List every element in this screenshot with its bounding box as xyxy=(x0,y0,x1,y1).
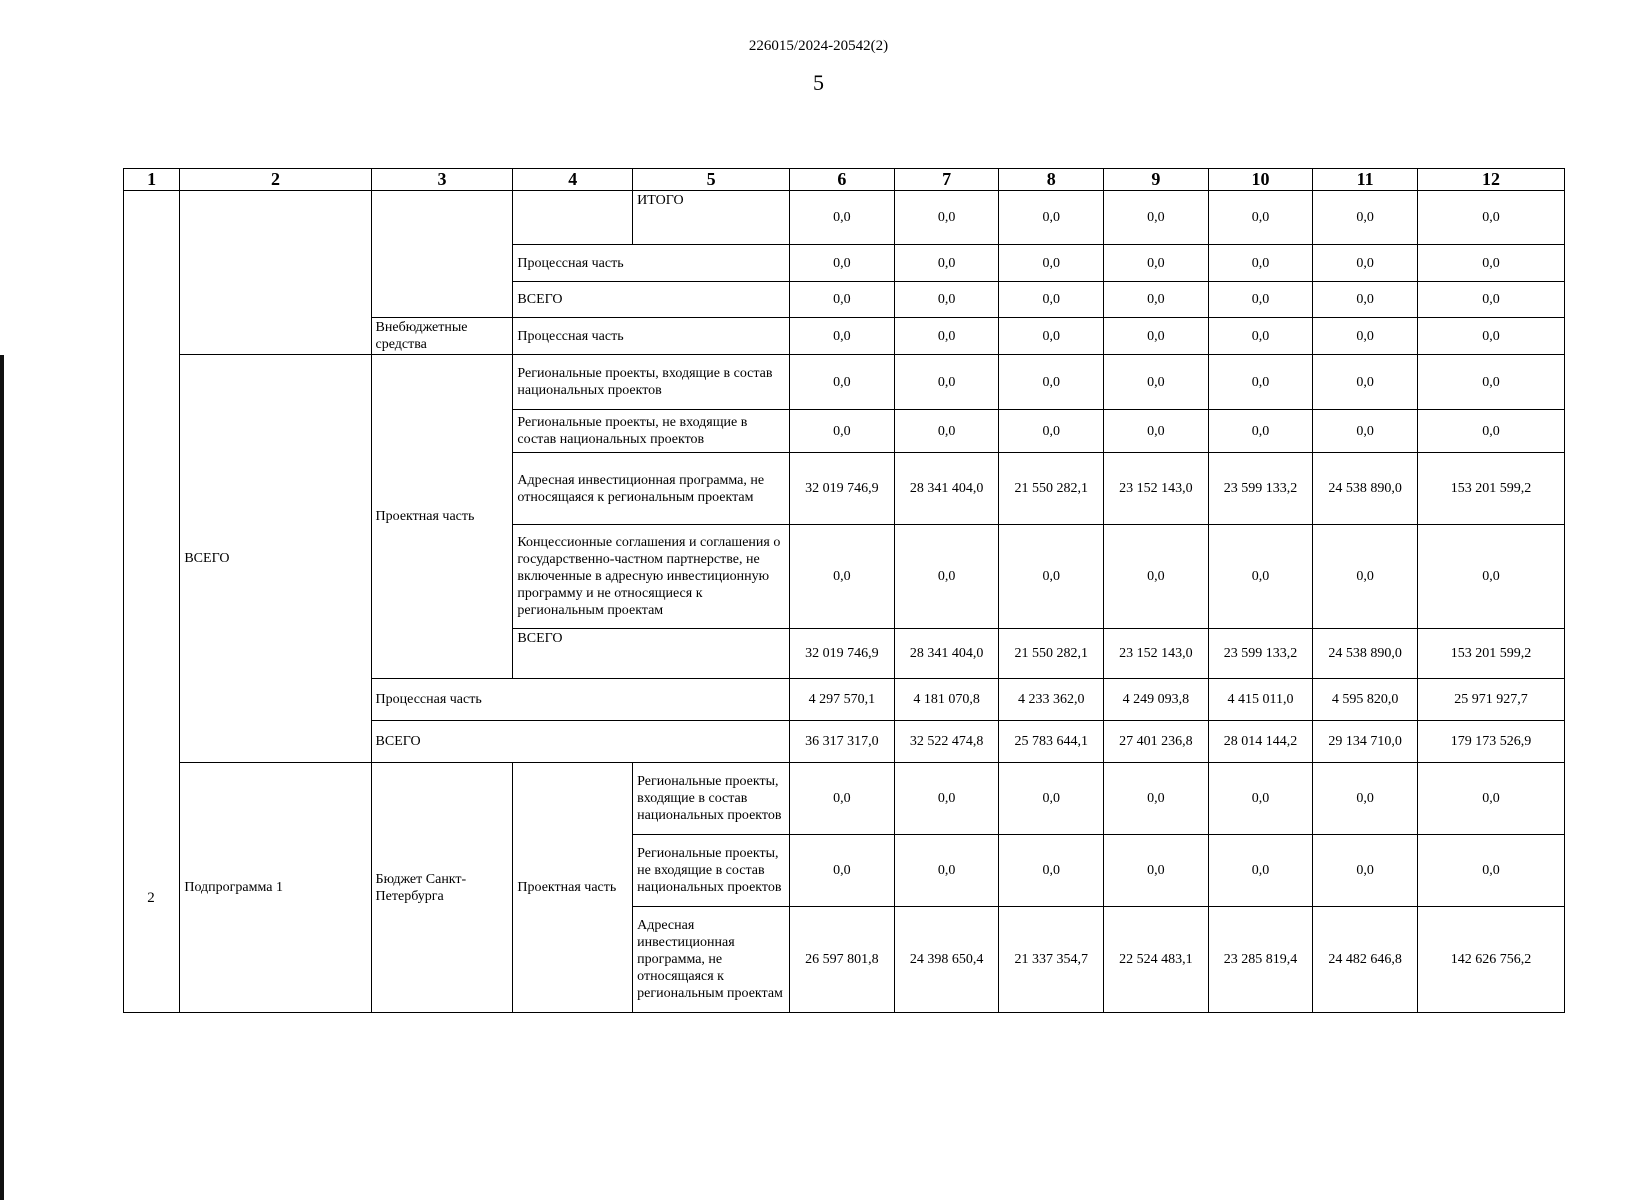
row-label: Концессионные соглашения и соглашения о государственно-частном партнерстве, не включенные в адресную инвестиционную программу и не относящиеся к региональным проектам xyxy=(513,525,790,629)
value-cell: 0,0 xyxy=(1313,835,1418,907)
document-id: 226015/2024-20542(2) xyxy=(748,38,889,54)
value-cell: 0,0 xyxy=(1208,318,1313,355)
page-number: 5 xyxy=(813,70,824,95)
value-cell: 0,0 xyxy=(790,245,895,282)
value-cell: 0,0 xyxy=(999,191,1104,245)
value-cell: 0,0 xyxy=(1417,245,1564,282)
row-label: Адресная инвестиционная программа, не относящаяся к региональным проектам xyxy=(633,907,790,1013)
row-label: ВСЕГО xyxy=(513,282,790,318)
table-row xyxy=(124,191,1565,245)
table-row xyxy=(124,763,1565,835)
value-cell: 0,0 xyxy=(894,410,999,453)
source-label: Бюджет Санкт-Петербурга xyxy=(371,763,513,1013)
value-cell: 21 337 354,7 xyxy=(999,907,1104,1013)
empty-cell xyxy=(371,191,513,318)
value-cell: 0,0 xyxy=(1104,763,1209,835)
row-label: ИТОГО xyxy=(633,191,790,245)
column-header: 7 xyxy=(894,169,999,191)
value-cell: 23 599 133,2 xyxy=(1208,453,1313,525)
value-cell: 0,0 xyxy=(894,282,999,318)
column-number-row xyxy=(124,169,1565,191)
row-label: Региональные проекты, входящие в состав национальных проектов xyxy=(633,763,790,835)
value-cell: 0,0 xyxy=(1417,835,1564,907)
value-cell: 4 249 093,8 xyxy=(1104,679,1209,721)
value-cell: 0,0 xyxy=(1208,191,1313,245)
value-cell: 0,0 xyxy=(1417,410,1564,453)
value-cell: 0,0 xyxy=(999,355,1104,410)
value-cell: 21 550 282,1 xyxy=(999,453,1104,525)
row-number: 2 xyxy=(147,890,155,906)
value-cell: 0,0 xyxy=(1104,282,1209,318)
value-cell: 27 401 236,8 xyxy=(1104,721,1209,763)
value-cell: 0,0 xyxy=(1313,245,1418,282)
column-header: 2 xyxy=(180,169,371,191)
row-label: Региональные проекты, не входящие в состав национальных проектов xyxy=(513,410,790,453)
value-cell: 0,0 xyxy=(894,525,999,629)
value-cell: 0,0 xyxy=(894,191,999,245)
value-cell: 36 317 317,0 xyxy=(790,721,895,763)
value-cell: 0,0 xyxy=(1208,245,1313,282)
value-cell: 0,0 xyxy=(1313,282,1418,318)
value-cell: 0,0 xyxy=(790,763,895,835)
value-cell: 28 014 144,2 xyxy=(1208,721,1313,763)
value-cell: 21 550 282,1 xyxy=(999,629,1104,679)
value-cell: 0,0 xyxy=(1417,525,1564,629)
financing-table xyxy=(123,168,1565,1013)
source-label: Внебюджетные средства xyxy=(371,318,513,355)
value-cell: 0,0 xyxy=(1313,410,1418,453)
row-label: ВСЕГО xyxy=(371,721,790,763)
column-header: 5 xyxy=(633,169,790,191)
column-header: 9 xyxy=(1104,169,1209,191)
value-cell: 24 482 646,8 xyxy=(1313,907,1418,1013)
row-label: Процессная часть xyxy=(371,679,790,721)
value-cell: 0,0 xyxy=(1208,410,1313,453)
value-cell: 0,0 xyxy=(894,245,999,282)
value-cell: 0,0 xyxy=(1313,355,1418,410)
part-label: Проектная часть xyxy=(513,763,633,1013)
value-cell: 23 285 819,4 xyxy=(1208,907,1313,1013)
value-cell: 4 297 570,1 xyxy=(790,679,895,721)
value-cell: 4 595 820,0 xyxy=(1313,679,1418,721)
value-cell: 25 971 927,7 xyxy=(1417,679,1564,721)
value-cell: 0,0 xyxy=(790,835,895,907)
value-cell: 0,0 xyxy=(1104,410,1209,453)
empty-cell xyxy=(513,191,633,245)
value-cell: 0,0 xyxy=(790,282,895,318)
value-cell: 0,0 xyxy=(1104,318,1209,355)
value-cell: 23 599 133,2 xyxy=(1208,629,1313,679)
column-header: 11 xyxy=(1313,169,1418,191)
value-cell: 0,0 xyxy=(1208,525,1313,629)
row-label: Процессная часть xyxy=(513,318,790,355)
value-cell: 0,0 xyxy=(894,355,999,410)
value-cell: 0,0 xyxy=(1208,355,1313,410)
value-cell: 32 019 746,9 xyxy=(790,453,895,525)
part-label: Проектная часть xyxy=(371,355,513,679)
column-header: 8 xyxy=(999,169,1104,191)
value-cell: 25 783 644,1 xyxy=(999,721,1104,763)
value-cell: 0,0 xyxy=(790,410,895,453)
value-cell: 0,0 xyxy=(1104,245,1209,282)
row-label: Адресная инвестиционная программа, не относящаяся к региональным проектам xyxy=(513,453,790,525)
value-cell: 153 201 599,2 xyxy=(1417,453,1564,525)
column-header: 4 xyxy=(513,169,633,191)
value-cell: 24 538 890,0 xyxy=(1313,453,1418,525)
column-header: 1 xyxy=(124,169,180,191)
value-cell: 23 152 143,0 xyxy=(1104,453,1209,525)
value-cell: 0,0 xyxy=(790,318,895,355)
column-header: 12 xyxy=(1417,169,1564,191)
value-cell: 24 538 890,0 xyxy=(1313,629,1418,679)
value-cell: 0,0 xyxy=(1208,763,1313,835)
value-cell: 0,0 xyxy=(1104,355,1209,410)
value-cell: 0,0 xyxy=(1104,525,1209,629)
row-label: Процессная часть xyxy=(513,245,790,282)
value-cell: 4 415 011,0 xyxy=(1208,679,1313,721)
value-cell: 0,0 xyxy=(1104,191,1209,245)
column-header: 10 xyxy=(1208,169,1313,191)
value-cell: 153 201 599,2 xyxy=(1417,629,1564,679)
value-cell: 29 134 710,0 xyxy=(1313,721,1418,763)
table-row xyxy=(124,355,1565,410)
value-cell: 0,0 xyxy=(999,763,1104,835)
value-cell: 0,0 xyxy=(1208,282,1313,318)
value-cell: 0,0 xyxy=(1417,763,1564,835)
value-cell: 32 019 746,9 xyxy=(790,629,895,679)
column-header: 6 xyxy=(790,169,895,191)
value-cell: 0,0 xyxy=(1313,763,1418,835)
value-cell: 0,0 xyxy=(999,318,1104,355)
value-cell: 4 233 362,0 xyxy=(999,679,1104,721)
value-cell: 4 181 070,8 xyxy=(894,679,999,721)
row-label: ВСЕГО xyxy=(513,629,790,679)
row-label: Региональные проекты, входящие в состав национальных проектов xyxy=(513,355,790,410)
column-header: 3 xyxy=(371,169,513,191)
value-cell: 0,0 xyxy=(1208,835,1313,907)
value-cell: 0,0 xyxy=(1313,525,1418,629)
row-label: Региональные проекты, не входящие в состав национальных проектов xyxy=(633,835,790,907)
subprogram-label: Подпрограмма 1 xyxy=(180,763,371,1013)
value-cell: 0,0 xyxy=(894,835,999,907)
value-cell: 24 398 650,4 xyxy=(894,907,999,1013)
value-cell: 0,0 xyxy=(894,763,999,835)
value-cell: 0,0 xyxy=(999,245,1104,282)
value-cell: 0,0 xyxy=(999,282,1104,318)
value-cell: 0,0 xyxy=(1417,318,1564,355)
value-cell: 0,0 xyxy=(999,410,1104,453)
value-cell: 28 341 404,0 xyxy=(894,453,999,525)
value-cell: 0,0 xyxy=(790,191,895,245)
value-cell: 0,0 xyxy=(1313,191,1418,245)
value-cell: 0,0 xyxy=(999,835,1104,907)
value-cell: 142 626 756,2 xyxy=(1417,907,1564,1013)
scan-edge-bar xyxy=(0,355,4,1200)
value-cell: 23 152 143,0 xyxy=(1104,629,1209,679)
value-cell: 0,0 xyxy=(894,318,999,355)
value-cell: 0,0 xyxy=(1417,282,1564,318)
value-cell: 0,0 xyxy=(1104,835,1209,907)
value-cell: 0,0 xyxy=(1417,191,1564,245)
empty-cell xyxy=(180,191,371,355)
value-cell: 32 522 474,8 xyxy=(894,721,999,763)
value-cell: 0,0 xyxy=(999,525,1104,629)
section-label: ВСЕГО xyxy=(180,355,371,763)
value-cell: 26 597 801,8 xyxy=(790,907,895,1013)
value-cell: 0,0 xyxy=(1313,318,1418,355)
value-cell: 0,0 xyxy=(1417,355,1564,410)
value-cell: 28 341 404,0 xyxy=(894,629,999,679)
value-cell: 179 173 526,9 xyxy=(1417,721,1564,763)
value-cell: 0,0 xyxy=(790,355,895,410)
value-cell: 22 524 483,1 xyxy=(1104,907,1209,1013)
value-cell: 0,0 xyxy=(790,525,895,629)
